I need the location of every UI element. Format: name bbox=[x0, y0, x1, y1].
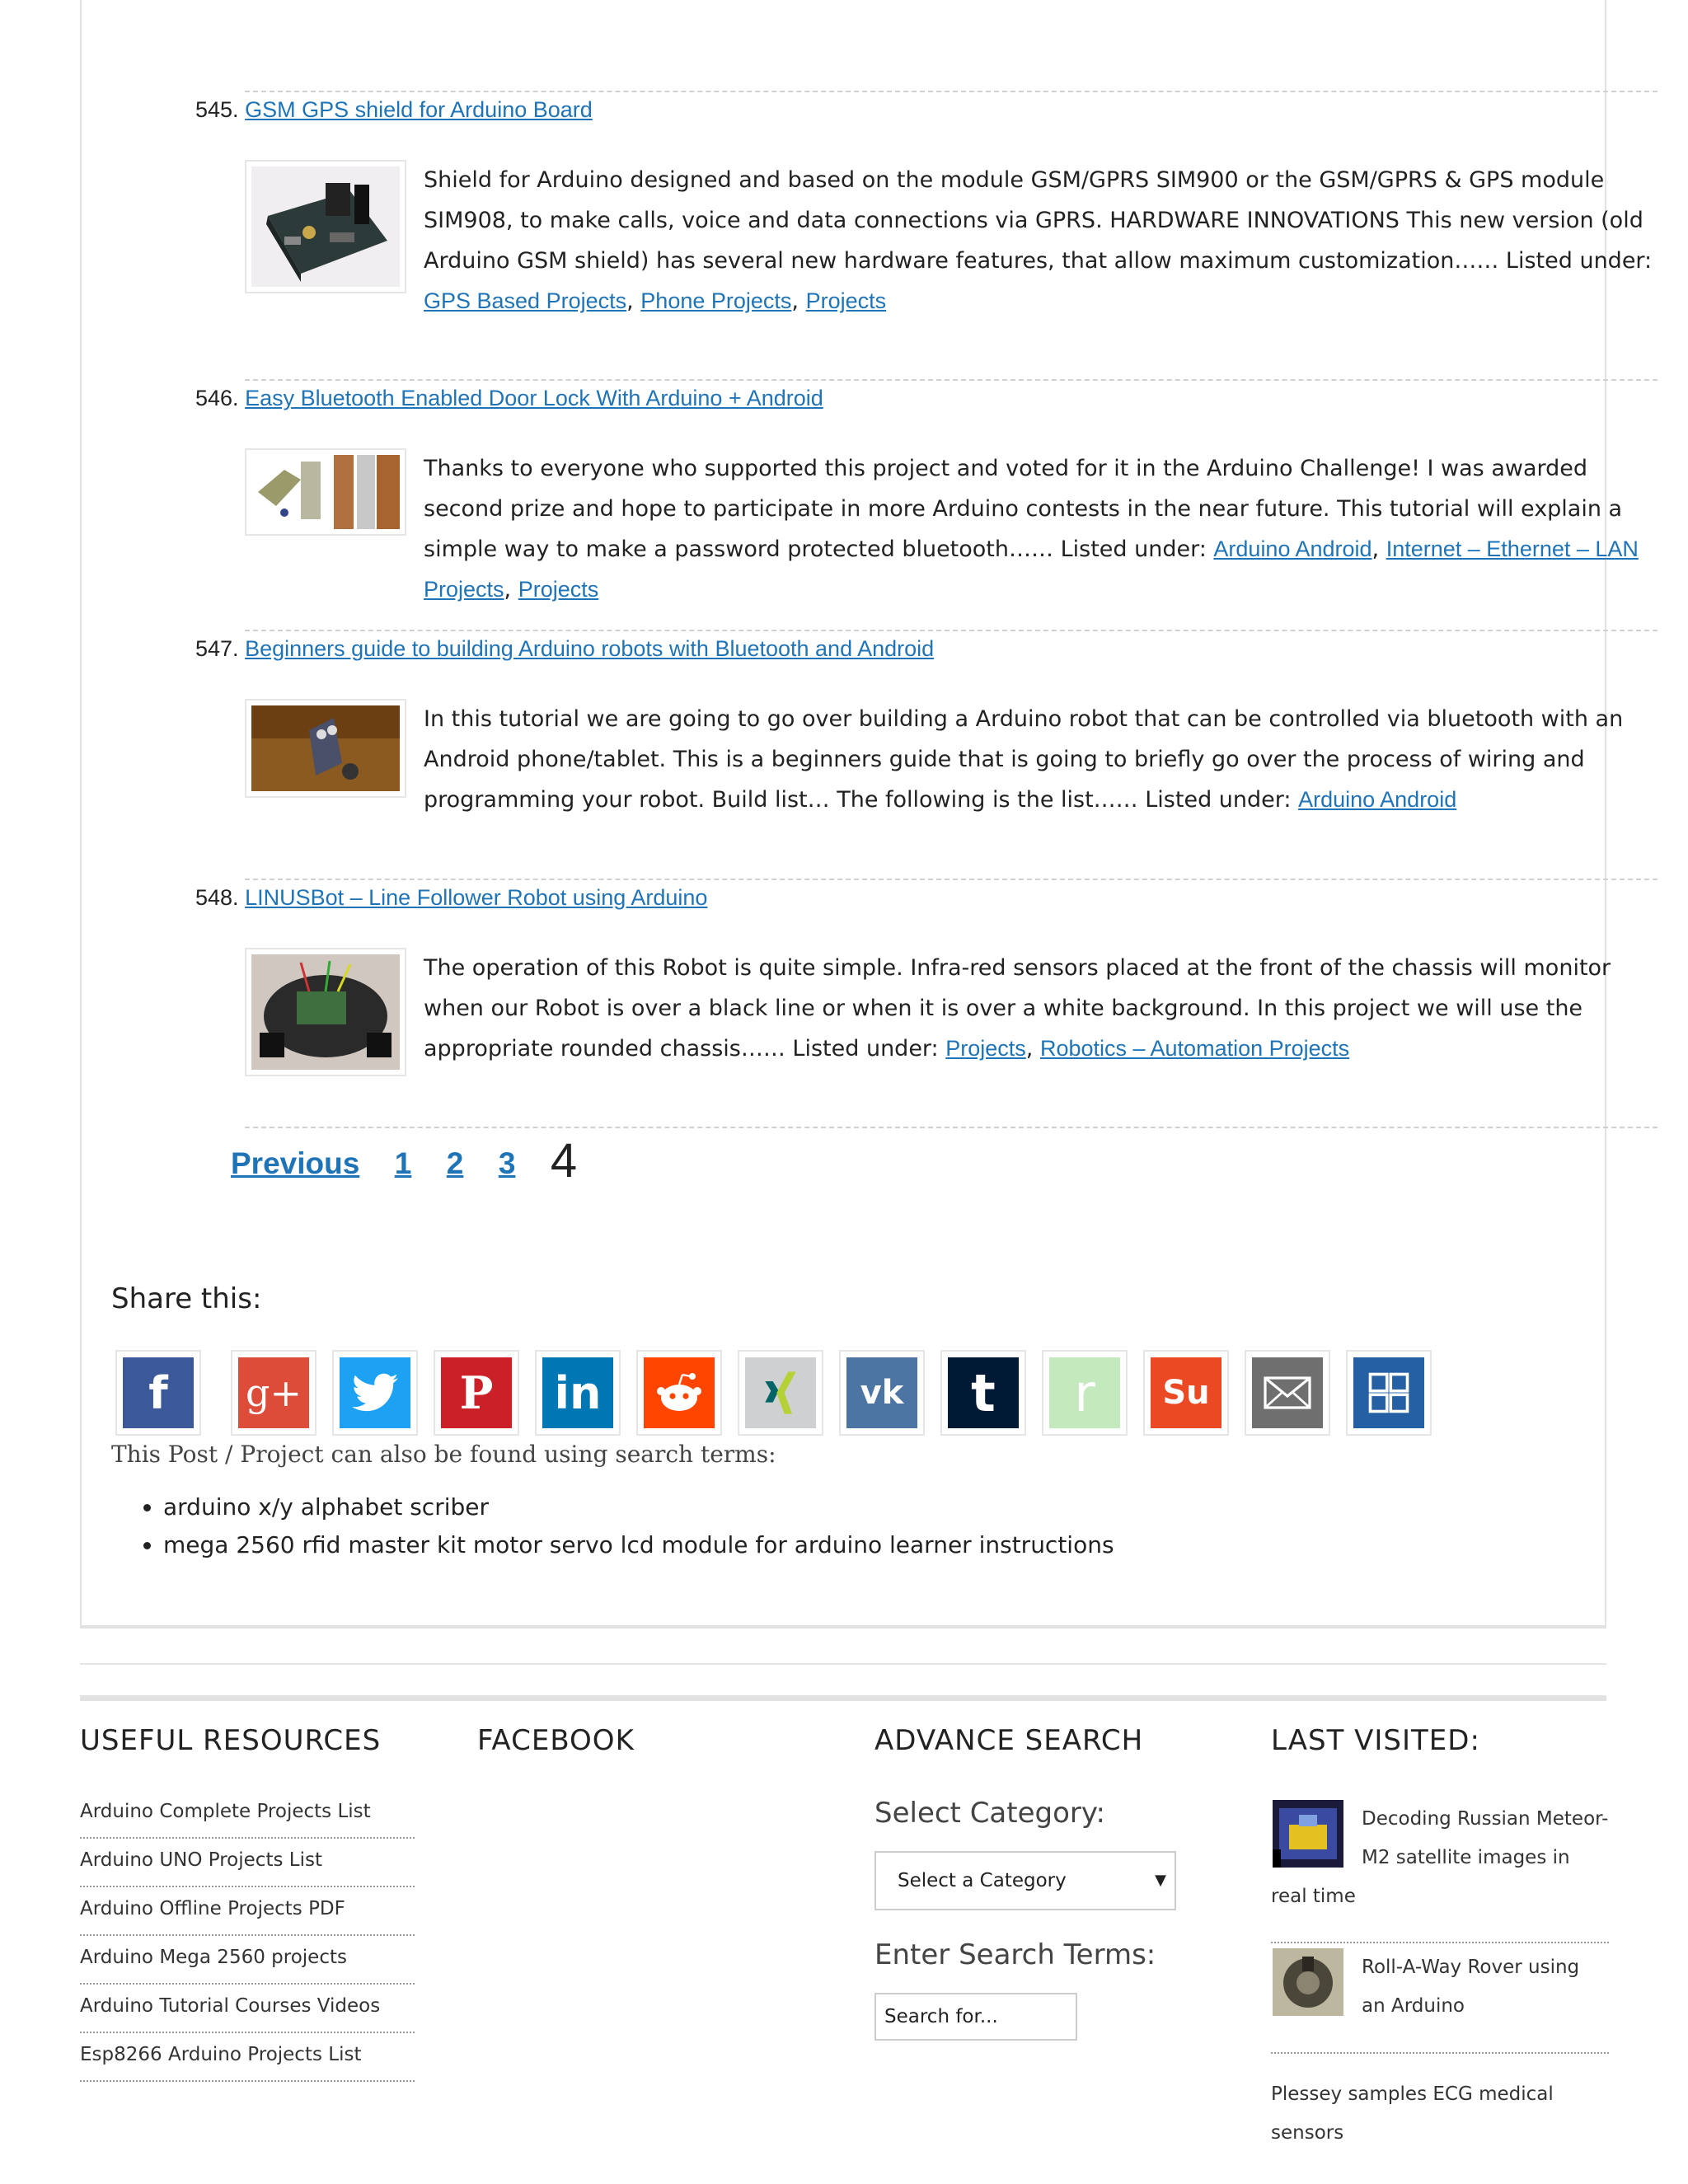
google-plus-share-button[interactable] bbox=[231, 1350, 316, 1436]
pinterest-icon: P bbox=[441, 1357, 512, 1428]
last-visited-item[interactable] bbox=[1271, 2075, 1609, 2153]
share-more-icon bbox=[1353, 1357, 1424, 1428]
last-visited-link[interactable]: Decoding Russian Meteor-M2 satellite images in real time bbox=[1271, 1808, 1609, 1907]
entry-title-547 bbox=[195, 636, 934, 662]
entry-separator bbox=[245, 91, 1658, 92]
last-visited-item[interactable] bbox=[1271, 1948, 1609, 2026]
list-item bbox=[80, 2033, 415, 2082]
tumblr-share-button[interactable] bbox=[940, 1350, 1026, 1436]
footer-divider bbox=[80, 1663, 1606, 1665]
category-link[interactable]: Internet – Ethernet – LAN Projects bbox=[424, 537, 1639, 602]
renren-icon: r bbox=[1049, 1357, 1120, 1428]
category-link[interactable]: Projects bbox=[518, 577, 599, 602]
satellite-thumbnail bbox=[1273, 1800, 1343, 1868]
entry-description: Thanks to everyone who supported this project and voted for it in the Arduino Challenge! I was awarded second prize and hope to participate in more Arduino contests in the near future. This tutorial will explain a simple way to make a password protected bluetooth…… Listed under: Arduino Android, Internet – Ethernet – LAN Projects, Projects bbox=[424, 456, 1639, 602]
entry-separator bbox=[245, 879, 1658, 880]
list-item bbox=[80, 1936, 415, 1985]
resource-link[interactable]: Arduino UNO Projects List bbox=[80, 1849, 322, 1871]
last-visited-link[interactable]: Roll-A-Way Rover using an Arduino bbox=[1362, 1957, 1580, 2017]
reddit-icon bbox=[644, 1357, 715, 1428]
last-visited-item[interactable] bbox=[1271, 1800, 1609, 1916]
facebook-icon: f bbox=[123, 1357, 194, 1428]
entry-description: Shield for Arduino designed and based on the module GSM/GPRS SIM900 or the GSM/GPRS & GPS module SIM908, to make calls, voice and data connections via GPRS. HARDWARE INNOVATIONS This new version (old Arduino GSM shield) has several new hardware features, that allow maximum customization…… Listed under: GPS Based Projects, Phone Projects, Projects bbox=[424, 167, 1653, 314]
resource-link[interactable]: Arduino Complete Projects List bbox=[80, 1801, 371, 1822]
entry-separator bbox=[245, 630, 1658, 631]
search-input[interactable]: Search for... bbox=[874, 1993, 1077, 2041]
category-link[interactable]: Projects bbox=[805, 288, 887, 313]
category-link[interactable]: Phone Projects bbox=[640, 288, 792, 313]
resource-link[interactable]: Esp8266 Arduino Projects List bbox=[80, 2044, 362, 2065]
footer-top-border bbox=[80, 1695, 1606, 1701]
entry-description: The operation of this Robot is quite simple. Infra-red sensors placed at the front of the chassis will monitor when our Robot is over a black line or when it is over a white background. In this project we will use the appropriate rounded chassis…… Listed under: Projects, Robotics – Automation Projects bbox=[424, 955, 1611, 1062]
category-link[interactable]: Robotics – Automation Projects bbox=[1039, 1036, 1350, 1061]
previous-page-link[interactable]: Previous bbox=[231, 1146, 360, 1180]
twitter-bird-icon bbox=[340, 1357, 410, 1428]
list-item bbox=[80, 1985, 415, 2033]
entry-link[interactable]: Easy Bluetooth Enabled Door Lock With Arduino + Android bbox=[245, 386, 823, 410]
page-link-1[interactable]: 1 bbox=[394, 1146, 412, 1180]
category-select-value: Select a Category bbox=[898, 1870, 1067, 1891]
last-visited-separator bbox=[1271, 1942, 1609, 1943]
category-link[interactable]: Projects bbox=[945, 1036, 1026, 1061]
advance-search-heading: ADVANCE SEARCH bbox=[874, 1724, 1144, 1757]
category-link[interactable]: GPS Based Projects bbox=[424, 288, 627, 313]
select-category-label: Select Category: bbox=[874, 1797, 1105, 1830]
entry-number: 548. bbox=[195, 885, 239, 910]
renren-share-button[interactable] bbox=[1042, 1350, 1128, 1436]
entry-link[interactable]: Beginners guide to building Arduino robots with Bluetooth and Android bbox=[245, 636, 935, 661]
rover-thumbnail bbox=[1273, 1948, 1343, 2016]
resource-link[interactable]: Arduino Tutorial Courses Videos bbox=[80, 1995, 381, 2017]
last-visited-link[interactable]: Plessey samples ECG medical sensors bbox=[1271, 2083, 1554, 2144]
list-item bbox=[80, 1839, 415, 1887]
useful-resources-list bbox=[80, 1790, 415, 2082]
entry-title-546 bbox=[195, 386, 823, 411]
entry-separator bbox=[245, 379, 1658, 381]
email-share-button[interactable] bbox=[1245, 1350, 1330, 1436]
entry-separator bbox=[245, 1127, 1658, 1128]
useful-resources-heading: USEFUL RESOURCES bbox=[80, 1724, 382, 1757]
entry-number: 545. bbox=[195, 97, 239, 122]
dropdown-arrow-icon: ▼ bbox=[1155, 1872, 1166, 1889]
search-terms-label: This Post / Project can also be found using search terms: bbox=[111, 1441, 776, 1468]
entry-thumbnail[interactable] bbox=[245, 948, 406, 1076]
tumblr-icon: t bbox=[948, 1357, 1019, 1428]
last-visited-heading: LAST VISITED: bbox=[1271, 1724, 1480, 1757]
share-heading: Share this: bbox=[111, 1282, 262, 1315]
twitter-share-button[interactable] bbox=[332, 1350, 418, 1436]
xing-share-button[interactable] bbox=[738, 1350, 823, 1436]
vk-icon: vk bbox=[846, 1357, 917, 1428]
linkedin-share-button[interactable] bbox=[535, 1350, 621, 1436]
page-link-2[interactable]: 2 bbox=[446, 1146, 464, 1180]
more-share-button[interactable] bbox=[1346, 1350, 1432, 1436]
line-follower-robot-image bbox=[251, 954, 400, 1070]
list-item: • mega 2560 rfid master kit motor servo lcd module for arduino learner instructions bbox=[163, 1526, 1114, 1564]
facebook-share-button[interactable] bbox=[115, 1350, 201, 1436]
entry-number: 546. bbox=[195, 386, 239, 410]
list-item bbox=[80, 1790, 415, 1839]
resource-link[interactable]: Arduino Mega 2560 projects bbox=[80, 1947, 347, 1968]
linkedin-icon: in bbox=[542, 1357, 613, 1428]
category-link[interactable]: Arduino Android bbox=[1298, 787, 1457, 812]
stumbleupon-icon: Su bbox=[1151, 1357, 1221, 1428]
envelope-icon bbox=[1252, 1357, 1323, 1428]
list-item: • arduino x/y alphabet scriber bbox=[163, 1488, 1114, 1526]
entry-title-548 bbox=[195, 885, 707, 911]
entry-description: In this tutorial we are going to go over building a Arduino robot that can be controlled via bluetooth with an Android phone/tablet. This is a beginners guide that is going to briefly go over the process of wiring and programming your robot. Build list… The following is the list…… Listed under: Arduino Android bbox=[424, 706, 1624, 813]
entry-link[interactable]: LINUSBot – Line Follower Robot using Arduino bbox=[245, 885, 708, 910]
category-link[interactable]: Arduino Android bbox=[1213, 537, 1372, 561]
vk-share-button[interactable] bbox=[839, 1350, 925, 1436]
resource-link[interactable]: Arduino Offline Projects PDF bbox=[80, 1898, 345, 1919]
entry-link[interactable]: GSM GPS shield for Arduino Board bbox=[245, 97, 593, 122]
pinterest-share-button[interactable] bbox=[434, 1350, 519, 1436]
entry-thumbnail[interactable] bbox=[245, 160, 406, 293]
door-lock-image bbox=[251, 455, 400, 529]
category-select[interactable] bbox=[874, 1851, 1176, 1910]
entry-title-545 bbox=[195, 97, 593, 123]
entry-thumbnail[interactable] bbox=[245, 448, 406, 536]
search-terms-list bbox=[132, 1488, 1114, 1564]
last-visited-separator bbox=[1271, 2052, 1609, 2054]
current-page: 4 bbox=[550, 1134, 578, 1188]
entry-thumbnail[interactable] bbox=[245, 699, 406, 798]
page-link-3[interactable]: 3 bbox=[498, 1146, 516, 1180]
circuit-board-image bbox=[251, 166, 400, 287]
reddit-share-button[interactable] bbox=[636, 1350, 722, 1436]
robot-image bbox=[251, 705, 400, 791]
xing-icon bbox=[745, 1357, 816, 1428]
list-item bbox=[80, 1887, 415, 1936]
entry-number: 547. bbox=[195, 636, 239, 661]
search-terms-field-label: Enter Search Terms: bbox=[874, 1938, 1156, 1971]
stumbleupon-share-button[interactable] bbox=[1143, 1350, 1229, 1436]
facebook-heading: FACEBOOK bbox=[477, 1724, 635, 1757]
pagination bbox=[231, 1133, 577, 1188]
google-plus-icon: g+ bbox=[238, 1357, 309, 1428]
